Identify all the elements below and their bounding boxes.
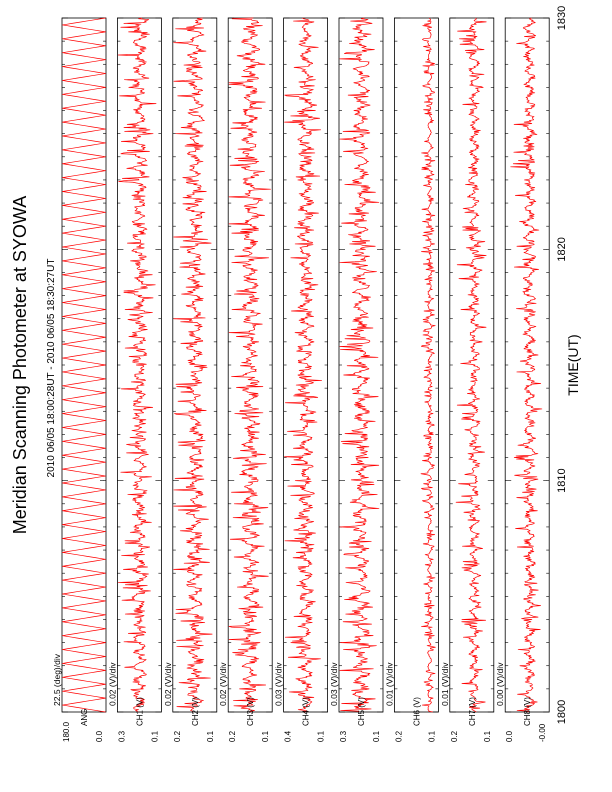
series-line-ch7 (456, 18, 486, 712)
scale-label: 0.02 (V)/div (162, 662, 173, 706)
scale-label: 0.03 (V)/div (329, 662, 339, 706)
panel-frame (62, 18, 106, 712)
panel-ch1 (117, 18, 161, 712)
y-axis-label: CH8 (V) (523, 697, 533, 726)
y-tick-label: 0.2 (172, 730, 182, 742)
scale-label: 0.01 (V)/div (384, 662, 395, 706)
panel-ch6 (394, 18, 438, 712)
series-line-ch8 (511, 18, 542, 712)
series-line-ch2 (174, 18, 212, 712)
y-axis-label: CH2 (V) (190, 697, 200, 726)
y-axis-label: CH6 (V) (412, 697, 422, 726)
scale-label: 0.00 (V)/div (495, 662, 506, 706)
x-tick-label: 1800 (556, 699, 569, 725)
y-tick-label: 0.2 (394, 730, 404, 742)
series-line-ch5 (340, 18, 379, 712)
series-line-ch3 (229, 18, 270, 712)
y-axis-label: CH3 (V) (246, 697, 256, 726)
x-tick-label: 1820 (556, 237, 569, 262)
y-tick-label: 0.2 (449, 730, 459, 742)
y-tick-label: -0.00 (538, 723, 548, 742)
y-axis-label: CH5 (V) (357, 697, 366, 726)
panel-ch3 (228, 18, 272, 712)
y-tick-label: 0.1 (427, 730, 437, 742)
y-tick-label: 0.1 (482, 730, 492, 742)
y-tick-label: 0.0 (505, 730, 515, 742)
panel-ch5 (339, 18, 383, 712)
series-line-ch1 (118, 18, 156, 712)
y-tick-label: 0.1 (261, 730, 271, 742)
panel-ch7 (450, 18, 494, 712)
panel-ch8 (505, 18, 549, 712)
y-axis-label: CH4 (V) (301, 697, 311, 726)
y-tick-label: 180.0 (62, 721, 71, 742)
y-axis-label: ANG (80, 708, 89, 726)
y-tick-label: 0.1 (372, 730, 381, 742)
y-tick-label: 0.2 (228, 730, 238, 742)
scale-label: 0.03 (V)/div (273, 662, 284, 706)
y-tick-label: 0.3 (339, 730, 348, 742)
scale-label: 0.02 (V)/div (218, 662, 229, 706)
y-axis-label: CH7 (V) (467, 697, 477, 726)
panel-ch4 (284, 18, 328, 712)
y-tick-label: 0.1 (150, 730, 160, 742)
scale-label: 0.01 (V)/div (439, 662, 450, 706)
y-tick-label: 0.1 (205, 730, 215, 742)
x-tick-label: 1810 (556, 468, 569, 493)
scale-label: 0.02 (V)/div (107, 662, 118, 706)
y-tick-label: 0.4 (283, 730, 293, 742)
scale-label: 22.5 (deg)/div (52, 654, 62, 706)
x-axis-label: TIME(UT) (565, 334, 581, 396)
y-tick-label: 0.1 (316, 730, 326, 742)
panel-ch2 (173, 18, 217, 712)
y-tick-label: 0.0 (95, 730, 104, 742)
chart-subtitle: 2010 06/05 18:00:28UT - 2010 06/05 18:30:27UT (46, 258, 57, 478)
panel-ang (62, 18, 106, 712)
series-line-ch6 (421, 18, 435, 712)
x-tick-label: 1830 (556, 5, 569, 31)
series-line-ch4 (284, 18, 321, 712)
y-axis-label: CH1 (V) (135, 697, 145, 726)
series-line-ang (62, 18, 105, 712)
chart-title: Meridian Scanning Photometer at SYOWA (10, 195, 30, 535)
y-tick-label: 0.3 (117, 730, 127, 742)
